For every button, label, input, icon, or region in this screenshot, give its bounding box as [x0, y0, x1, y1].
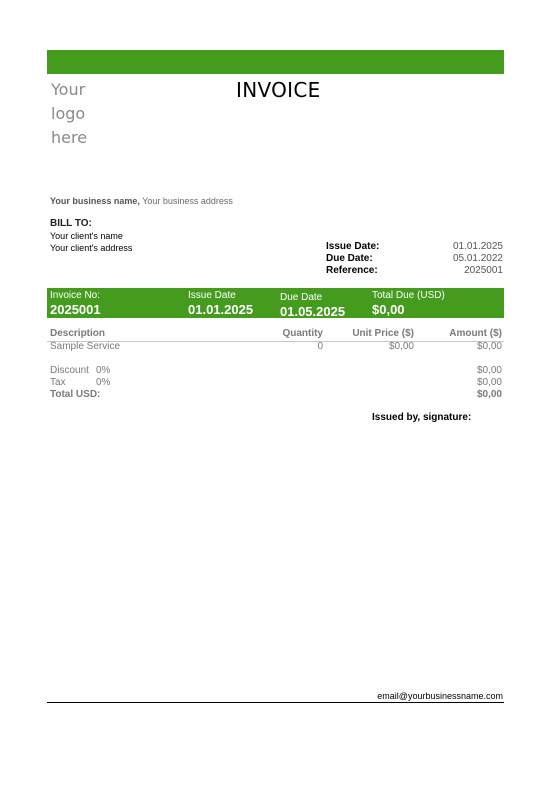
summary-invoice-no — [50, 288, 101, 317]
row-amount: $0,00 — [476, 341, 502, 352]
client-name: Your client's name — [50, 231, 123, 241]
business-address: Your business address — [139, 196, 233, 206]
tax-label: Tax — [50, 377, 66, 388]
invoice-title: INVOICE — [236, 78, 321, 102]
discount-value: $0,00 — [476, 365, 502, 376]
due-date-label: Due Date: — [326, 253, 373, 264]
footer-rule — [47, 702, 504, 703]
row-description: Sample Service — [50, 341, 121, 352]
logo-line-3: here — [51, 128, 88, 147]
business-info — [50, 196, 233, 206]
tax-rate: 0% — [96, 377, 111, 388]
logo-line-2: logo — [51, 104, 86, 123]
footer-email: email@yourbusinessname.com — [377, 691, 503, 701]
client-address: Your client's address — [50, 243, 133, 253]
issue-date-value: 01.01.2025 — [452, 241, 503, 252]
summary-total-due-label: Total Due (USD) — [372, 290, 445, 301]
row-quantity: 0 — [317, 341, 323, 352]
total-value: $0,00 — [476, 389, 502, 400]
summary-due-date-label: Due Date — [280, 292, 323, 303]
logo-line-1: Your — [51, 80, 86, 99]
summary-total-due — [372, 288, 445, 317]
bill-to-heading: BILL TO: — [50, 218, 92, 229]
business-name: Your business name, — [50, 196, 140, 206]
summary-issue-date — [188, 288, 253, 317]
summary-invoice-no-value: 2025001 — [50, 302, 101, 317]
summary-issue-date-label: Issue Date — [188, 290, 236, 301]
summary-total-due-value: $0,00 — [372, 302, 405, 317]
col-header-amount: Amount ($) — [449, 328, 502, 339]
summary-band — [47, 288, 504, 318]
summary-invoice-no-label: Invoice No: — [50, 290, 101, 301]
issue-date-label: Issue Date: — [326, 241, 380, 252]
due-date-value: 05.01.2022 — [452, 253, 503, 264]
reference-label: Reference: — [326, 265, 378, 276]
discount-label: Discount — [50, 365, 89, 376]
tax-value: $0,00 — [476, 377, 502, 388]
logo-placeholder — [51, 78, 131, 150]
total-label: Total USD: — [50, 389, 101, 400]
reference-value: 2025001 — [464, 265, 503, 276]
discount-rate: 0% — [96, 365, 111, 376]
row-unit-price: $0,00 — [388, 341, 414, 352]
col-header-unit-price: Unit Price ($) — [352, 328, 414, 339]
col-header-description: Description — [50, 328, 106, 339]
summary-issue-date-value: 01.01.2025 — [188, 302, 254, 317]
summary-due-date-value: 01.05.2025 — [280, 304, 346, 319]
col-header-quantity: Quantity — [282, 328, 323, 339]
summary-due-date — [280, 290, 345, 319]
header-color-bar — [47, 50, 504, 74]
signature-label: Issued by, signature: — [372, 412, 472, 423]
